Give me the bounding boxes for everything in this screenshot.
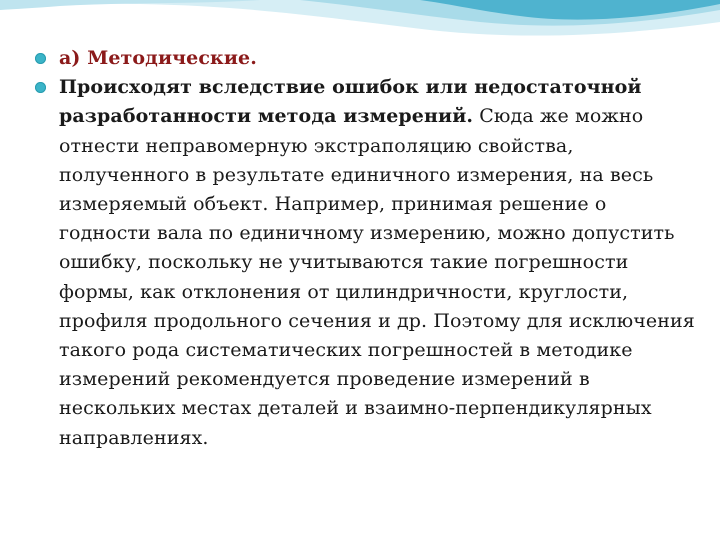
body-text: Сюда же можно отнести неправомерную экстраполяцию свойства, полученного в результате единичного измерения, на весь измеряемый объект. Например, принимая решение о годности вала по единичному измерению, можно допустить ошибку, поскольку не учитываются такие погрешности формы, как отклонения от цилиндричности, круглости, профиля продольного сечения и др. Поэтому для исключения такого рода систематических погрешностей в методике измерений рекомендуется проведение измерений в нескольких местах деталей и взаимно-перпендикулярных направлениях. [59, 105, 695, 449]
bullet-icon [35, 82, 46, 93]
bold-lead-text: Происходят вследствие ошибок или недостаточной разработанности метода измерений. [59, 76, 642, 128]
bullet-item-heading [35, 44, 695, 73]
section-heading: а) Методические. [59, 47, 257, 69]
bullet-icon [35, 53, 46, 64]
slide-content [35, 44, 695, 453]
bullet-item-body [35, 73, 695, 453]
bullet-list [35, 44, 695, 453]
